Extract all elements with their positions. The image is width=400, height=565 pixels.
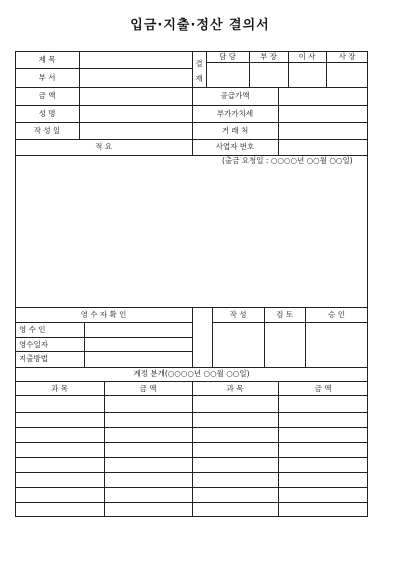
grid-line bbox=[84, 322, 85, 367]
grid-line bbox=[79, 51, 80, 139]
ledger-header: 금 액 bbox=[314, 384, 332, 393]
grid-line bbox=[15, 322, 192, 323]
request-date-note: (출금 요청일 : ○○○○년 ○○월 ○○일) bbox=[222, 156, 353, 165]
receipt-date-label: 영수일자 bbox=[19, 340, 48, 349]
name-label: 성 명 bbox=[38, 109, 56, 118]
vat-label: 부가가치세 bbox=[216, 109, 254, 118]
receipt-header: 영 수 자 확 인 bbox=[80, 310, 127, 319]
grid-line bbox=[192, 381, 193, 517]
grid-line bbox=[212, 322, 368, 323]
approval-label: 결재 bbox=[195, 59, 203, 83]
subject-label: 제 목 bbox=[38, 55, 56, 64]
summary-label: 적 요 bbox=[95, 142, 112, 151]
approver-role: 담 당 bbox=[219, 52, 236, 61]
supply-price-label: 공급가액 bbox=[220, 91, 250, 100]
grid-line bbox=[192, 307, 193, 367]
amount-label: 금 액 bbox=[38, 91, 56, 100]
business-number-label: 사업자 번호 bbox=[215, 142, 255, 151]
document-title: 입금·지출·정산 결의서 bbox=[130, 18, 270, 33]
vendor-label: 거 래 처 bbox=[221, 126, 249, 135]
approver-role: 이 사 bbox=[298, 52, 316, 61]
ledger-title: 계정 분개(○○○○년 ○○월 ○○일) bbox=[133, 369, 250, 378]
approver-role: 사 장 bbox=[338, 52, 356, 61]
signoff-role: 승 인 bbox=[328, 310, 345, 319]
grid-line bbox=[15, 68, 192, 69]
grid-line bbox=[104, 381, 105, 517]
grid-line bbox=[278, 87, 279, 155]
ledger-header: 과 목 bbox=[226, 384, 244, 393]
payment-method-label: 지출방법 bbox=[19, 354, 48, 363]
recipient-label: 영 수 인 bbox=[19, 325, 46, 334]
grid-line bbox=[15, 351, 192, 352]
signoff-role: 검 토 bbox=[276, 310, 293, 319]
date-label: 작 성 일 bbox=[33, 126, 61, 135]
department-label: 부 서 bbox=[38, 73, 56, 82]
grid-line bbox=[15, 337, 192, 338]
grid-line bbox=[15, 367, 368, 368]
approver-role: 부 장 bbox=[260, 52, 277, 61]
grid-line bbox=[206, 62, 368, 63]
ledger-header: 과 목 bbox=[51, 384, 68, 393]
ledger-header: 금 액 bbox=[139, 384, 157, 393]
signoff-role: 작 성 bbox=[229, 310, 247, 319]
grid-line bbox=[278, 381, 279, 517]
